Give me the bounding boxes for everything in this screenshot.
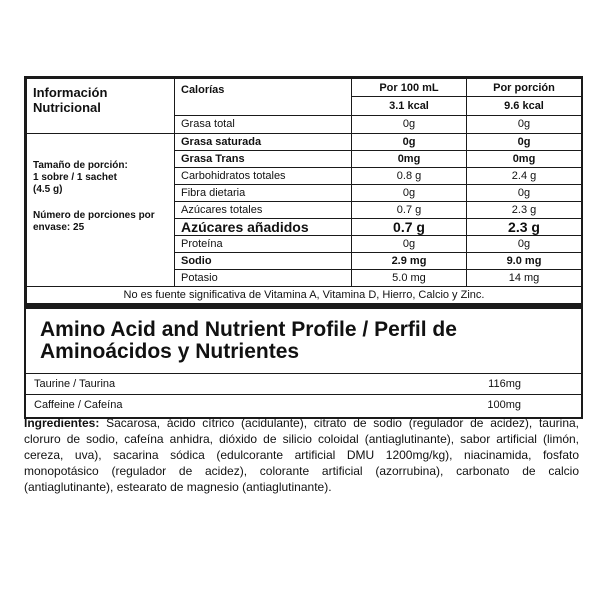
serving-label: Tamaño de porción: <box>33 160 128 171</box>
nutrition-table <box>26 78 582 304</box>
serving-value: 1 sobre / 1 sachet <box>33 172 117 183</box>
row-name: Fibra dietaria <box>175 185 352 202</box>
nutrition-label <box>24 76 583 419</box>
row-name: Proteína <box>175 236 352 253</box>
row-vserv: 0mg <box>467 151 582 168</box>
row-v100: 0.7 g <box>352 219 467 236</box>
row-vserv: 2.3 g <box>467 202 582 219</box>
profile-item-name: Caffeine / Cafeína <box>34 399 123 411</box>
row-vserv: 0g <box>467 236 582 253</box>
ingredients-text: Sacarosa, ácido cítrico (acidulante), citrato de sodio (regulador de acidez), taurina, cloruro de sodio, cafeína anhidra, dióxido de silicio coloidal (antiaglutinante), sabor artificial (limón, cereza, uva), sacarina sódica (edulcorante artificial DMU 1200mg/kg), niacinamida, fosfato monopotásico (regulador de acidez), colorante artificial (azorrubina), carbonato de calcio (antiaglutinante), estearato de magnesio (antiaglutinante). <box>24 416 579 494</box>
info-title: Información Nutricional <box>33 85 108 115</box>
serving-weight: (4.5 g) <box>33 184 63 195</box>
row-vserv: 0g <box>467 185 582 202</box>
row-v100: 0.7 g <box>352 202 467 219</box>
profile-item-name: Taurine / Taurina <box>34 378 116 390</box>
row-v100: 0g <box>352 134 467 151</box>
row-v100: 0g <box>352 236 467 253</box>
row-vserv: 0g <box>467 134 582 151</box>
info-header-cell <box>27 79 175 134</box>
row-name: Sodio <box>175 253 352 270</box>
footnote: No es fuente significativa de Vitamina A, Vitamina D, Hierro, Calcio y Zinc. <box>27 287 582 304</box>
row-name: Carbohidratos totales <box>175 168 352 185</box>
servings-per-container: Número de porciones por envase: 25 <box>33 210 155 233</box>
row-name: Azúcares añadidos <box>175 219 352 236</box>
profile-item-value: 100mg <box>487 399 521 411</box>
profile-title: Amino Acid and Nutrient Profile / Perfil de Aminoácidos y Nutrientes <box>26 304 581 373</box>
row-name: Potasio <box>175 270 352 287</box>
profile-item-value: 116mg <box>488 378 521 390</box>
row-name: Azúcares totales <box>175 202 352 219</box>
row-vserv: 2.3 g <box>467 219 582 236</box>
profile-row-taurine <box>26 373 581 394</box>
row-v100: 5.0 mg <box>352 270 467 287</box>
row-v100: 0mg <box>352 151 467 168</box>
row-name: Grasa total <box>175 115 352 133</box>
row-name: Grasa Trans <box>175 151 352 168</box>
row-v100: 0g <box>352 185 467 202</box>
profile-row-caffeine <box>26 394 581 417</box>
row-v100: 2.9 mg <box>352 253 467 270</box>
kcal-100: 3.1 kcal <box>352 97 467 115</box>
serving-size <box>33 160 168 196</box>
row-vserv: 14 mg <box>467 270 582 287</box>
row-name: Grasa saturada <box>175 134 352 151</box>
calories-header: Calorías <box>175 79 352 116</box>
row-vserv: 0g <box>467 115 582 133</box>
row-v100: 0.8 g <box>352 168 467 185</box>
ingredients-label: Ingredientes: <box>24 416 100 430</box>
kcal-serving: 9.6 kcal <box>467 97 582 115</box>
per100-header: Por 100 mL <box>352 79 467 97</box>
row-v100: 0g <box>352 115 467 133</box>
serving-info-cell <box>27 134 175 287</box>
row-vserv: 9.0 mg <box>467 253 582 270</box>
ingredients-paragraph <box>24 415 579 495</box>
row-vserv: 2.4 g <box>467 168 582 185</box>
perserving-header: Por porción <box>467 79 582 97</box>
